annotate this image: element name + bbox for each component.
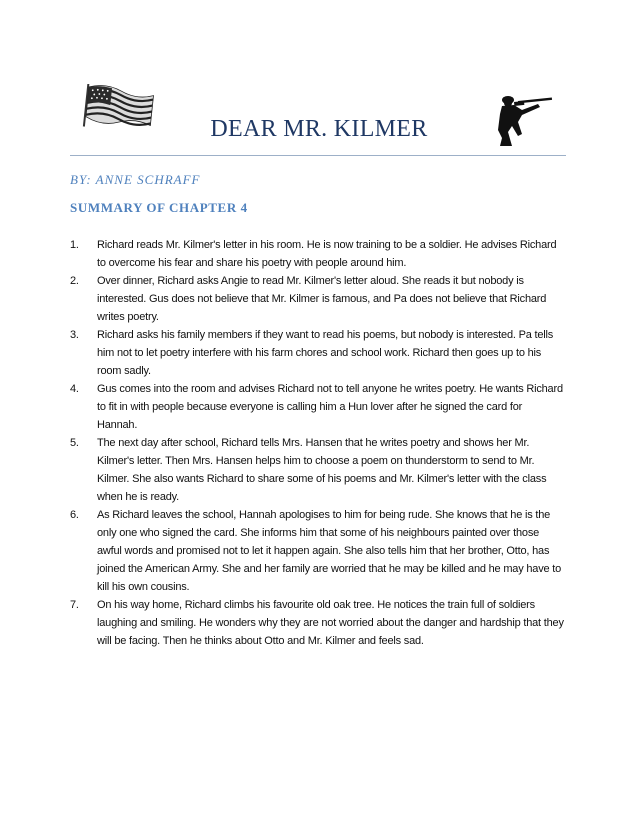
item-text: Gus comes into the room and advises Richard not to tell anyone he writes poetry. He wants Richard to fit in with people because everyone is calling him a Hun lover after he signed the card for Hannah. xyxy=(97,383,563,431)
item-text: As Richard leaves the school, Hannah apologises to him for being rude. She knows that he is the only one who signed the card. She informs him that some of his neighbours painted over those awful words and promised not to let it happen again. She also tells him that her brother, Otto, has joined the American Army. She and her family are worried that he may be killed and he may have to kill his own cousins. xyxy=(97,509,562,593)
item-text: Over dinner, Richard asks Angie to read Mr. Kilmer's letter aloud. She reads it but nobody is interested. Gus does not believe that Mr. Kilmer is famous, and Pa does not believe that Richard writes poetry. xyxy=(97,275,547,323)
list-item xyxy=(70,236,564,272)
list-item xyxy=(70,380,564,434)
item-number: 6. xyxy=(70,509,79,521)
item-text: Richard reads Mr. Kilmer's letter in his room. He is now training to be a soldier. He advises Richard to overcome his fear and share his poetry with people around him. xyxy=(97,239,557,269)
author-byline: BY: ANNE SCHRAFF xyxy=(70,172,201,187)
list-item xyxy=(70,596,564,650)
list-item xyxy=(70,434,564,506)
item-number: 7. xyxy=(70,599,79,611)
item-text: The next day after school, Richard tells Mrs. Hansen that he writes poetry and shows her Mr. Kilmer's letter. Then Mrs. Hansen helps him to choose a poem on thunderstorm to send to Mr. Kilmer. She also wants Richard to share some of his poems and Mr. Kilmer's letter with the class when he is ready. xyxy=(97,437,547,503)
item-number: 4. xyxy=(70,383,79,395)
title-divider xyxy=(70,155,566,156)
item-number: 3. xyxy=(70,329,79,341)
item-text: Richard asks his family members if they want to read his poems, but nobody is interested. Pa tells him not to let poetry interfere with his farm chores and school work. Richard then goes up to his room sadly. xyxy=(97,329,554,377)
item-number: 1. xyxy=(70,239,79,251)
list-item xyxy=(70,506,564,596)
item-number: 2. xyxy=(70,275,79,287)
summary-list xyxy=(70,236,564,650)
document-title: DEAR MR. KILMER xyxy=(210,116,428,142)
item-text: On his way home, Richard climbs his favourite old oak tree. He notices the train full of soldiers laughing and smiling. He wonders why they are not worried about the danger and hardship that they will be facing. Then he thinks about Otto and Mr. Kilmer and feels sad. xyxy=(97,599,564,647)
item-number: 5. xyxy=(70,437,79,449)
list-item xyxy=(70,326,564,380)
list-item xyxy=(70,272,564,326)
summary-heading: SUMMARY OF CHAPTER 4 xyxy=(70,200,248,215)
